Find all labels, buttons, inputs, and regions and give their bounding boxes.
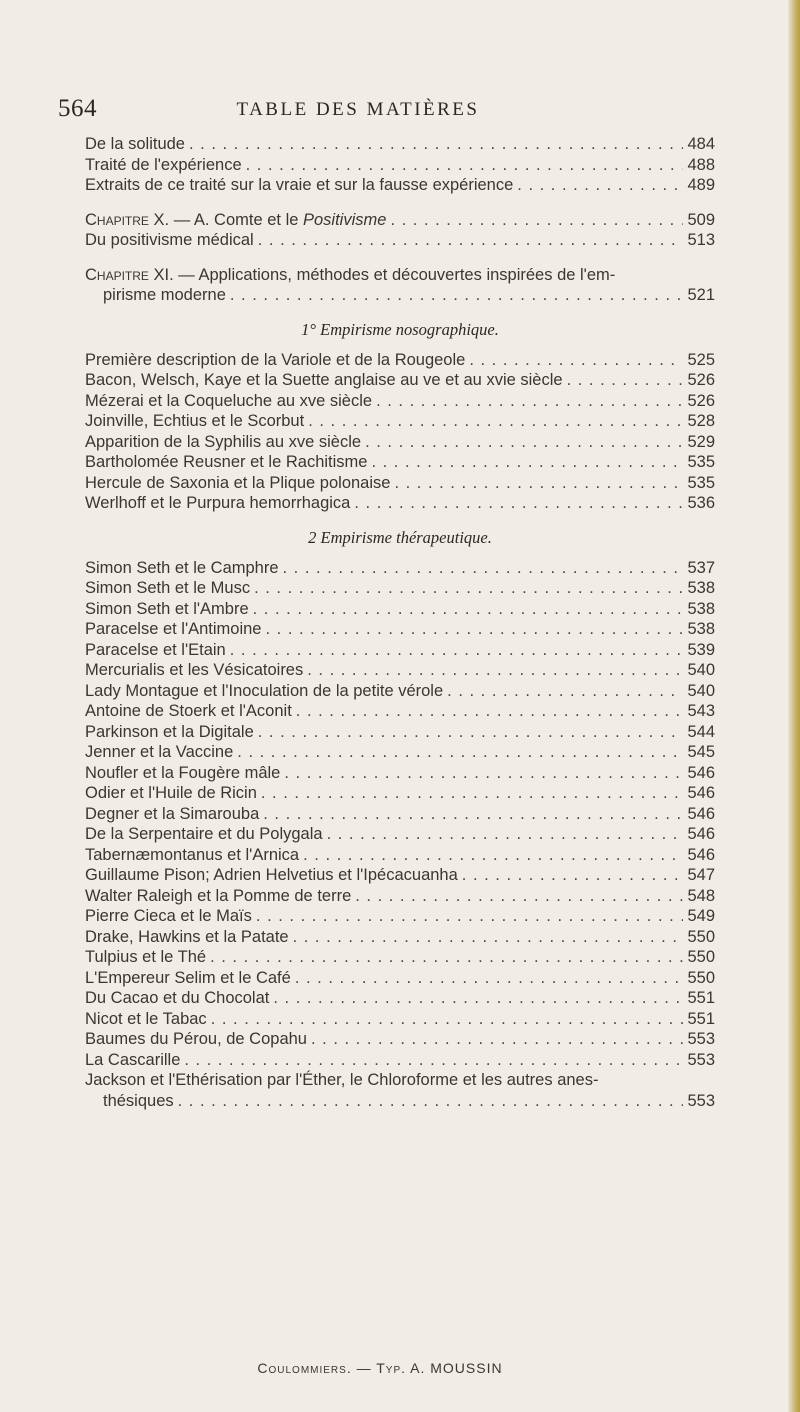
entry-label: Pierre Cieca et le Maïs [85, 907, 252, 925]
toc-entry [85, 230, 715, 251]
entry-label: L'Empereur Selim et le Café [85, 968, 291, 987]
toc-entry [85, 660, 715, 681]
entry-label: Nicot et le Tabac [85, 1009, 207, 1028]
toc-entry [85, 134, 715, 155]
entry-label: Mézerai et la Coqueluche au xve siècle [85, 391, 373, 410]
running-title: TABLE DES MATIÈRES [236, 99, 480, 120]
entry-label: Hercule de Saxonia et la Plique polonaise [85, 473, 391, 492]
toc-entry [85, 886, 715, 907]
page-number: 564 [58, 95, 97, 122]
page-ref: 546 [687, 784, 715, 802]
table-of-contents [85, 134, 715, 1111]
page-ref: 544 [687, 722, 715, 741]
toc-entry [85, 1009, 715, 1030]
page-ref: 546 [687, 845, 715, 864]
chapter-text-cont: pirisme moderne [103, 286, 226, 304]
entry-label: Apparition de la Syphilis au xve siècle [85, 432, 362, 451]
page-ref: 526 [687, 371, 715, 389]
page-ref: 543 [687, 702, 715, 720]
entry-label: Première description de la Variole et de la Rougeole [85, 350, 466, 369]
toc-entry [85, 968, 715, 989]
entry-label: Paracelse et l'Etain [85, 640, 226, 659]
page-ref: 551 [687, 1009, 715, 1028]
entry-label: De la solitude [85, 135, 185, 153]
toc-entry [85, 906, 715, 927]
toc-entry [85, 493, 715, 514]
entry-label: Du Cacao et du Chocolat [85, 989, 270, 1007]
entry-label: Antoine de Stoerk et l'Aconit [85, 702, 292, 720]
page-ref: 525 [687, 350, 715, 369]
entry-label: Guillaume Pison; Adrien Helvetius et l'Ipécacuanha [85, 866, 458, 884]
toc-entry [85, 640, 715, 661]
entry-label: Parkinson et la Digitale [85, 722, 254, 741]
toc-section-nosographique [85, 350, 715, 514]
entry-label: Walter Raleigh et la Pomme de terre [85, 886, 352, 905]
page-ref: 489 [687, 176, 715, 194]
entry-label: Noufler et la Fougère mâle [85, 763, 281, 782]
page-ref: 540 [687, 661, 715, 679]
entry-label: Simon Seth et le Musc [85, 579, 251, 597]
chapter-label: Chapitre X. [85, 210, 170, 229]
page-ref: 548 [687, 886, 715, 905]
entry-label: Joinville, Echtius et le Scorbut [85, 412, 305, 430]
entry-label: Degner et la Simarouba [85, 804, 260, 823]
page-ref: 546 [687, 804, 715, 823]
entry-label: Tabernæmontanus et l'Arnica [85, 845, 300, 864]
entry-label: Lady Montague et l'Inoculation de la petite vérole [85, 681, 444, 700]
page-ref: 513 [687, 231, 715, 249]
page-ref: 538 [687, 620, 715, 638]
toc-entry [85, 370, 715, 391]
page-ref: 551 [687, 989, 715, 1007]
toc-entry [85, 155, 715, 176]
page-ref: 488 [687, 155, 715, 174]
page-ref: 484 [687, 135, 715, 153]
page-ref: 549 [687, 907, 715, 925]
entry-label: Mercurialis et les Vésicatoires [85, 661, 304, 679]
section-title-therapeutique: 2 Empirisme thérapeutique. [308, 527, 492, 547]
printer-imprint: Coulommiers. — Typ. A. MOUSSIN [257, 1360, 503, 1376]
page-ref: 545 [687, 743, 715, 761]
toc-entry [85, 824, 715, 845]
entry-label: Jackson et l'Ethérisation par l'Éther, le Chloroforme et les autres anes- [85, 1071, 599, 1089]
page-ref: 535 [687, 473, 715, 492]
entry-label: Simon Seth et l'Ambre [85, 599, 249, 618]
page-ref: 547 [687, 866, 715, 884]
toc-entry [85, 845, 715, 866]
entry-label: Baumes du Pérou, de Copahu [85, 1030, 307, 1048]
toc-entry [85, 722, 715, 743]
running-head [58, 95, 718, 125]
entry-label: Extraits de ce traité sur la vraie et sur la fausse expérience [85, 176, 514, 194]
page-ref: 539 [687, 640, 715, 659]
chapter-text: — Applications, méthodes et découvertes inspirées de l'em- [173, 265, 616, 284]
entry-label: Drake, Hawkins et la Patate [85, 927, 289, 946]
page-ref: 526 [687, 391, 715, 410]
entry-label: Du positivisme médical [85, 231, 254, 249]
toc-entry [85, 988, 715, 1009]
entry-label: Simon Seth et le Camphre [85, 558, 279, 577]
toc-entry [85, 350, 715, 371]
toc-entry [85, 432, 715, 453]
entry-label: Traité de l'expérience [85, 155, 242, 174]
toc-entry [85, 1050, 715, 1071]
page-ref: 553 [687, 1091, 715, 1110]
page-ref: 546 [687, 763, 715, 782]
entry-label: La Cascarille [85, 1050, 181, 1069]
toc-entry [85, 763, 715, 784]
page-ref: 528 [687, 412, 715, 430]
page-ref: 529 [687, 432, 715, 451]
entry-label-cont: thésiques [103, 1091, 174, 1110]
toc-entry [85, 927, 715, 948]
toc-entry [85, 175, 715, 196]
page-ref: 536 [687, 494, 715, 512]
toc-entry [85, 452, 715, 473]
toc-entry [85, 1029, 715, 1050]
section-title-nosographique: 1° Empirisme nosographique. [301, 319, 499, 339]
toc-entry [85, 742, 715, 763]
toc-entry [85, 578, 715, 599]
toc-entry [85, 681, 715, 702]
toc-entry [85, 558, 715, 579]
page-ref: 540 [687, 681, 715, 700]
entry-label: Bacon, Welsch, Kaye et la Suette anglaise au ve et au xvie siècle [85, 371, 563, 389]
toc-entry [85, 473, 715, 494]
chapter-text: — A. Comte et le [169, 210, 303, 229]
toc-group-solitude [85, 134, 715, 196]
page-ref: 550 [687, 948, 715, 966]
entry-label: Paracelse et l'Antimoine [85, 620, 262, 638]
toc-entry [85, 865, 715, 886]
page-ref: 535 [687, 453, 715, 471]
chapter-title-italic: Positivisme [303, 210, 387, 229]
toc-entry [85, 947, 715, 968]
entry-label: De la Serpentaire et du Polygala [85, 825, 323, 843]
toc-entry-jackson [85, 1070, 715, 1111]
toc-entry [85, 701, 715, 722]
page-ref: 538 [687, 599, 715, 618]
toc-entry [85, 783, 715, 804]
entry-label: Odier et l'Huile de Ricin [85, 784, 257, 802]
page-ref: 538 [687, 579, 715, 597]
toc-entry-chapter-10 [85, 210, 715, 231]
toc-entry [85, 391, 715, 412]
page-edge [788, 0, 800, 1412]
toc-entry [85, 804, 715, 825]
page-ref: 553 [687, 1030, 715, 1048]
entry-label: Bartholomée Reusner et le Rachitisme [85, 453, 368, 471]
toc-section-therapeutique [85, 558, 715, 1071]
page-ref: 509 [687, 210, 715, 229]
chapter-label: Chapitre XI. [85, 265, 174, 284]
toc-entry-chapter-11 [85, 265, 715, 306]
page-ref: 521 [687, 286, 715, 304]
page-ref: 550 [687, 927, 715, 946]
entry-label: Werlhoff et le Purpura hemorrhagica [85, 494, 351, 512]
toc-entry [85, 411, 715, 432]
toc-entry [85, 619, 715, 640]
page-ref: 550 [687, 968, 715, 987]
entry-label: Tulpius et le Thé [85, 948, 207, 966]
entry-label: Jenner et la Vaccine [85, 743, 234, 761]
page-ref: 553 [687, 1050, 715, 1069]
page-ref: 546 [687, 825, 715, 843]
toc-entry [85, 599, 715, 620]
page-ref: 537 [687, 558, 715, 577]
